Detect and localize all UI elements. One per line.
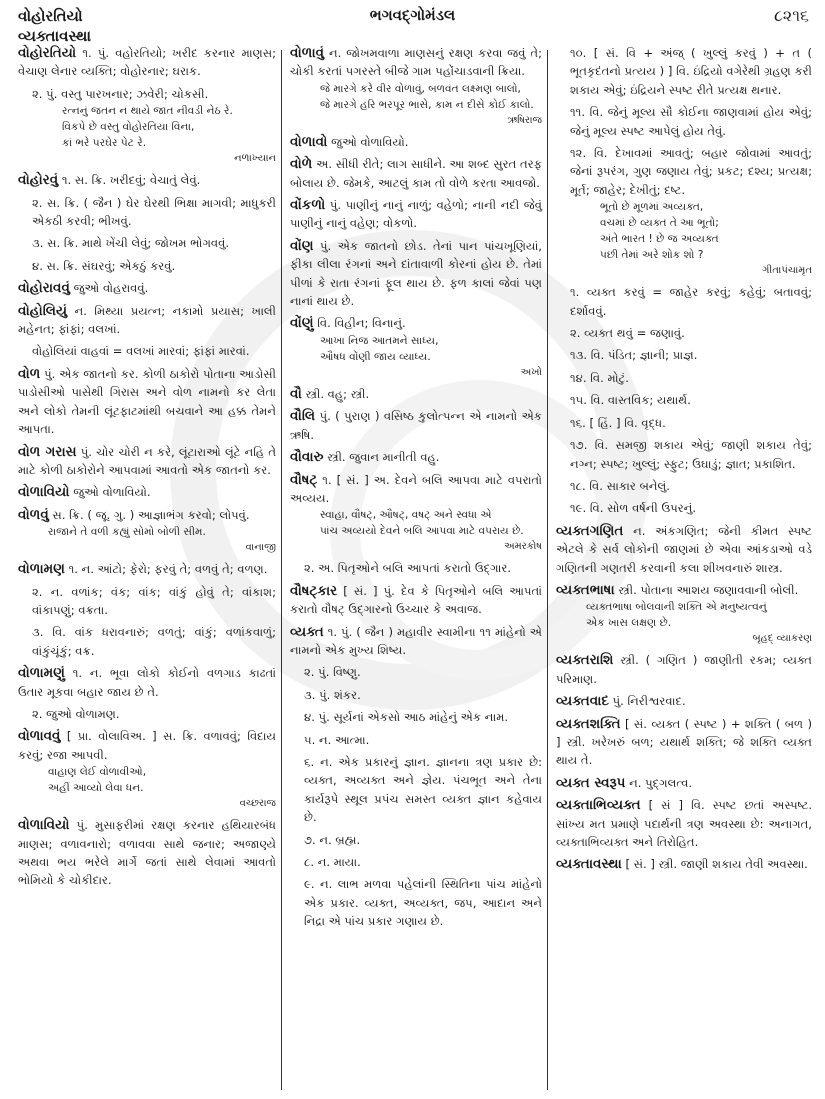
- definition-text: [ સં ] વિ. સ્પષ્ટ છતાં અસ્પષ્ટ. સાંખ્ય મત પ્રમાણે પદાર્થની ત્રણ અવસ્થા છે: અનાગત, વ્યક્તાભિવ્યક્ત અને તિરોહિત.: [556, 798, 813, 849]
- quotation-line: રત્નનું જતન ન થાયે જાત નીવડી નેઠ રે.: [62, 105, 233, 118]
- headword: વ્યક્તાભિવ્યક્ત: [556, 797, 641, 814]
- headword: વોળામણ: [18, 561, 65, 578]
- page-header: [0, 0, 825, 48]
- headword: વ્યક્તશક્તિ: [556, 715, 621, 732]
- dictionary-entry: [18, 483, 276, 501]
- dictionary-entry: [290, 623, 542, 660]
- dictionary-entry: [556, 774, 812, 792]
- sense-text: ૨. પું. વિષ્ણુ.: [304, 665, 361, 680]
- definition-text: પું. નિરીશ્વરવાદ.: [612, 694, 686, 709]
- quotation-line: કાં ભરે પરઘેર પેટ રે.: [62, 137, 147, 150]
- headword: વોળ: [18, 365, 41, 382]
- headword: વ્યક્તરાશિ: [556, 652, 614, 669]
- sense-text: ૨. અ. પિતૃઓને બલિ આપતાં કરાતો ઉદ્ગાર.: [304, 561, 512, 576]
- quotation: [290, 333, 542, 381]
- entry-sense: [18, 623, 276, 660]
- headword: વ્યક્તગણિત: [556, 522, 624, 539]
- sense-text: ૪. પું. સૂર્યનાં એકસો આઠ માંહેનું એક નામ.: [304, 710, 509, 725]
- headword: વોહોરાવવું: [18, 280, 70, 297]
- dictionary-entry: [556, 715, 812, 770]
- sense-text: ૧૫. વિ. વાસ્તવિક; યથાર્થ.: [570, 393, 691, 408]
- dictionary-entry: [18, 279, 276, 297]
- headword: વ્યક્તવાદ: [556, 693, 609, 710]
- quotation-line: અંતે ભારત ! છે જ અવ્યક્ત: [600, 233, 719, 246]
- headword: વોંણ: [290, 237, 314, 254]
- sense-text: ૮. ન. માયા.: [304, 855, 361, 869]
- definition-text: જુઓ વોહરાવવું.: [73, 281, 149, 296]
- column-divider-1: [281, 50, 282, 1090]
- quotation: [570, 199, 812, 279]
- definition-text: [ પ્રા. વોલાવિઅ. ] સ. ક્રિ. વળાવવું; વિદાય કરવું; રજા આપવી.: [18, 729, 276, 762]
- definition-text: [ સં. ] પું. દેવ કે પિતૃઓને બલિ આપતાં કરાતો વૌષટ્ ઉદ્ગારનો ઉચ્ચાર કે અવાજ.: [290, 583, 542, 617]
- definition-text: સ્ત્રી. પોતાના આશય જણાવવાની બોલી.: [618, 582, 799, 597]
- dictionary-entry: [290, 155, 542, 192]
- definition-text: પું. પાણીનું નાનું નાળું; વહેળો; નાની નદી જેવું પાણીનું નાનું વહેણ; વોકળો.: [290, 198, 542, 231]
- sense-text: ૬. ન. એક પ્રકારનું જ્ઞાન. જ્ઞાનના ત્રણ પ્રકાર છે: વ્યક્ત, અવ્યક્ત અને જ્ઞેય. પંચભૂત અને તેના કાર્યરૂપે સ્થૂલ પ્રપંચ સમસ્ત વ્યક્ત જ્ઞાન કહેવાય છે.: [304, 754, 542, 825]
- dictionary-entry: [18, 365, 276, 439]
- definition-text: સ્ત્રી. ( ગણિત ) જાણીતી રકમ; વ્યક્ત પરિમાણ.: [556, 653, 812, 686]
- dictionary-entry: [556, 581, 812, 647]
- definition-text: [ સં. વ્યક્ત ( સ્પષ્ટ ) + શક્તિ ( બળ ) ] સ્ત્રી. ખરેખરું બળ; યથાર્થ શક્તિ; જે શક્તિ વ્યક્ત થાય તે.: [556, 716, 813, 768]
- dictionary-entry: [556, 692, 812, 710]
- entry-sense: [556, 436, 812, 473]
- sense-text: ૩. સ. ક્રિ. માથે ખેંચી લેવું; જોખમ ભોગવવું.: [32, 236, 230, 251]
- entry-sense: [556, 144, 812, 279]
- dictionary-entry: [290, 133, 542, 151]
- dictionary-entry: [18, 302, 276, 339]
- definition-text: સ. ક્રિ. ( જૂ. ગુ. ) આજ્ઞાભંગ કરવો; લોપવું.: [52, 507, 250, 522]
- last-guide-word: વ્યક્તાવસ્થા: [18, 27, 92, 45]
- headword: વોળ ગરાસ: [18, 443, 77, 460]
- headword: વોહોરવું: [18, 172, 59, 189]
- sense-text: ૧. વ્યક્ત કરવું = જાહેર કરવું; કહેવું; બતાવવું; દર્શાવવું.: [570, 285, 812, 318]
- headword: વોળવું: [18, 506, 49, 523]
- definition-text: ન. મિથ્યા પ્રયત્ન; નકામો પ્રયાસ; ખાલી મહેનત; ફાંફાં; વલખાં.: [18, 303, 276, 337]
- dictionary-entry: [18, 727, 276, 812]
- dictionary-entry: [290, 44, 542, 129]
- dictionary-entry: [290, 407, 542, 444]
- sense-text: ૧૦. [ સં. વિ + અંજ્ ( ખુલ્લું કરવું ) + ત ( ભૂતકૃદંતનો પ્રત્યય ) ] વિ. ઇંદ્રિયો વગેરેથી ગ્રહણ કરી શકાય એવું; ઇંદ્રિયને સ્પષ્ટ રીતે પ્રત્યક્ષ થનાર.: [570, 46, 812, 97]
- quotation-source: ગીતાપંચામૃત: [762, 265, 812, 277]
- headword: વોળાવિયો: [18, 484, 70, 501]
- entry-sense: [290, 875, 542, 930]
- sense-text: ૧૧. વિ. જેનું મૂલ્ય સૌ કોઈના જાણવામાં હોય એવું; જેનું મૂલ્ય સ્પષ્ટ આપેલું હોય તેવું.: [570, 105, 812, 138]
- dictionary-entry: [556, 522, 812, 577]
- headword: વૌષટ્: [290, 471, 318, 488]
- dictionary-entry: [290, 314, 542, 380]
- sense-text: ૧૩. વિ. પંડિત; જ્ઞાની; પ્રાજ્ઞ.: [570, 348, 698, 363]
- sense-text: ૨. પું. વસ્તુ પારખનાર; ઝવેરી; ચોકસી.: [32, 86, 209, 101]
- page-number: ૮૨૧૬: [774, 6, 809, 25]
- headword: વૌલિ: [290, 408, 316, 425]
- quotation-source: અખો: [520, 366, 542, 378]
- sense-text: ૨. જુઓ વોળામણ.: [32, 706, 120, 721]
- definition-text: ન. અંકગણિત; જેની કીમત સ્પષ્ટ એટલે કે સર્વ લોકોની જાણમાં છે એવા આંકડાઓ વડે ગણિતની ગણતરી કરવાની કલા શીખવનારું શાસ્ત્ર.: [556, 523, 812, 575]
- quotation: [18, 764, 276, 812]
- entry-sense: [18, 85, 276, 167]
- dictionary-entry: [290, 385, 542, 403]
- headword: વોળાવિયો: [18, 817, 70, 834]
- definition-text: જુઓ વોળાવિયો.: [331, 134, 409, 149]
- quotation-line: વ્યક્તભાષા બોલવાની શક્તિ એ મનુષ્યત્વનું: [586, 601, 767, 614]
- quotation-line: રાજાને તે વળી કહ્યું સોમો બોળી સીમ.: [48, 526, 206, 539]
- entry-sense: [556, 391, 812, 409]
- sense-text: વોહોલિયાં વાહવાં = વલખાં મારવાં; ફાંફાં મારવાં.: [32, 344, 250, 359]
- entry-sense: [290, 853, 542, 871]
- entry-sense: [556, 324, 812, 342]
- definition-text: [ સં. ] સ્ત્રી. જાણી શકાય તેવી અવસ્થા.: [625, 857, 808, 872]
- quotation: [290, 81, 542, 129]
- definition-text: સ્ત્રી. જુવાન માનીતી વહુ.: [327, 450, 440, 465]
- definition-text: સ્ત્રી. વહુ; સ્ત્રી.: [305, 386, 370, 401]
- quotation-source: ઋષિરાજ: [507, 114, 542, 126]
- dictionary-entry: [18, 560, 276, 578]
- quotation: [18, 524, 276, 556]
- sense-text: ૩. વિ. વાંક ધરાવનારું; વળતું; વાંકું; વળાંકવાળું; વાંકુંચૂંકું; વક્ર.: [32, 625, 276, 658]
- entry-sense: [556, 283, 812, 320]
- quotation-line: વાહાણ લેઈ વોળાવીઓ,: [48, 766, 147, 779]
- dictionary-entry: [556, 855, 812, 873]
- entry-sense: [18, 194, 276, 231]
- headword: વોહોલિયું: [18, 302, 68, 319]
- entry-sense: [290, 708, 542, 726]
- first-guide-word: વોહોરતિયો: [18, 7, 83, 25]
- entry-sense: [556, 44, 812, 99]
- sense-text: ૧૨. વિ. દેખાવમાં આવતું; બહાર જોવામાં આવતું; જેનાં રૂપરંગ, ગુણ જણાય તેવું; પ્રકટ; દશ્ય; પ્રત્યક્ષ; મૂર્ત; જાહેર; દેખીતું; દષ્ટ.: [570, 146, 812, 197]
- sense-text: ૩. પું. શંકર.: [304, 687, 361, 702]
- column-2: [290, 44, 542, 935]
- dictionary-entry: [290, 582, 542, 619]
- quotation-line: જે મારગે હરિ ભરપૂર ભાસે, કામ ન દીસે કોઈ કાલો.: [320, 98, 534, 111]
- entry-sense: [556, 477, 812, 495]
- entry-sense: [290, 731, 542, 749]
- column-1: [18, 44, 276, 894]
- column-divider-2: [547, 50, 548, 1090]
- headword: વૌવારુ: [290, 449, 324, 466]
- quotation-line: વિકપે છે વસ્તુ વોહોરતિયા વિના,: [62, 121, 195, 134]
- sense-text: ૨. વ્યક્ત થવું = જણાવું.: [570, 326, 685, 341]
- dictionary-entry: [556, 651, 812, 688]
- headword: વોળાવો: [290, 133, 328, 150]
- definition-text: વિ. વિહીન; વિનાનું.: [317, 316, 406, 331]
- definition-text: પું. એક જાતનો છોડ. તેનાં પાન પાંચખૂણિયાં, ફીકા લીલા રંગનાં અને દાંતાવાળી કોરનાં હોય છે. તેમાં પીળાં કે રાતા રંગનાં ફૂલ થાય છે. ફળ કાલાં જેવાં પણ નાનાં થાય છે.: [290, 238, 542, 309]
- definition-text: ૧. પું. વહોરતિયો; ખરીદ કરનાર માણસ; વેચાણ લેનાર વ્યક્તિ; વોહોરનાર; ઘરાક.: [18, 46, 277, 79]
- definition-text: ન. પુદ્ગલત્વ.: [629, 775, 693, 790]
- dictionary-entry: [18, 443, 276, 480]
- definition-text: પું. ( પુરાણ ) વસિષ્ઠ કુલોત્પન્ન એ નામનો એક ઋષિ.: [290, 409, 542, 442]
- quotation-source: બૃહદ્ વ્યાકરણ: [752, 633, 812, 645]
- entry-sense: [290, 663, 542, 681]
- quotation: [32, 103, 276, 167]
- column-3: [556, 44, 812, 878]
- definition-text: ૧. પું. ( જૈન ) મહાવીર સ્વામીના ૧૧ માંહેનો એ નામનો એક મુખ્ય શિષ્ય.: [290, 624, 542, 657]
- dictionary-entry: [18, 664, 276, 701]
- definition-text: પું. ચોર ચોરી ન કરે, લૂંટારાઓ લૂંટે નહિ તે માટે કોળી ઠાકોરોને આપવામાં આવતો એક જાતનો કર.: [18, 444, 277, 477]
- entry-sense: [18, 234, 276, 252]
- entry-sense: [556, 499, 812, 517]
- quotation-line: એક ખાસ લક્ષણ છે.: [586, 617, 672, 630]
- definition-text: ન. જોખમવાળા માણસનું રક્ષણ કરવા જવું તે; ચોકી કરતાં પગરસ્તે બીજે ગામ પહોંચાડવાની ક્રિયા.: [290, 46, 542, 79]
- definition-text: પું. મુસાફરીમાં રક્ષણ કરનાર હથિયારબંધ માણસ; વળાવનારો; વળાવવા સાથે જનાર; અજાણ્યે અથવા ભય ભરેલે માર્ગે જતાં સાથે લેવામાં આવતો ભોમિયો કે ચોકીદાર.: [18, 818, 276, 888]
- headword: વોંકળો: [290, 197, 326, 214]
- headword: વ્યક્તાવસ્થા: [556, 856, 622, 873]
- sense-text: ૧૪. વિ. મોટું.: [570, 370, 629, 385]
- sense-text: ૫. ન. આત્મા.: [304, 732, 370, 747]
- quotation-line: સ્વાહા, વૌષટ્, ઔષટ્, વષટ્ અને સ્વધા એ: [320, 509, 492, 522]
- entry-sense: [18, 583, 276, 620]
- headword: વોંણું: [290, 315, 314, 332]
- sense-text: ૪. સ. ક્રિ. સંઘરવું; એકઠું કરવું.: [32, 258, 176, 273]
- headword: વૌ: [290, 385, 302, 402]
- entry-sense: [290, 559, 542, 577]
- quotation-line: આખા નિજ આતમને સાધ્ય,: [320, 334, 439, 347]
- definition-text: પું. એક જાતનો કર. કોળી ઠાકોરો પોતાના આડોસી પાડોસીઓ પાસેથી ગિરાસ અને વોળ નામનો કર લેતા અને લોકો તેમની લૂંટફાટમાંથી બચવાને આ હક્ક તેમને આપતા.: [18, 366, 276, 437]
- entry-sense: [290, 686, 542, 704]
- quotation-line: પાંચ અવ્યયો દેવને બલિ આપવા માટે વપરાય છે.: [320, 525, 524, 538]
- sense-text: ૧૯. વિ. સોળ વર્ષની ઉપરનું.: [570, 501, 697, 516]
- definition-text: અ. સીધી રીતે; લાગ સાધીને. આ શબ્દ સુરત તરફ બોલાય છે. જેમકે, આટલું કામ તો વોળે કરતા આવજો.: [290, 157, 543, 190]
- headword: વોળાવવું: [18, 728, 61, 745]
- quotation-line: ઔષધ વોંણી જાય વ્યાધ્ય.: [320, 350, 431, 363]
- dictionary-entry: [18, 171, 276, 189]
- dictionary-entry: [290, 196, 542, 233]
- entry-sense: [18, 705, 276, 723]
- sense-text: ૧૮. વિ. સાકાર બનેલું.: [570, 478, 670, 493]
- entry-sense: [556, 346, 812, 364]
- dictionary-entry: [18, 44, 276, 81]
- entry-sense: [556, 103, 812, 140]
- definition-text: ૧. [ સં. ] અ. દેવને બલિ આપવા માટે વપરાતો અવ્યય.: [290, 472, 542, 505]
- sense-text: ૭. ન. બ્રહ્મ.: [304, 832, 361, 847]
- headword: વોળામણું: [18, 665, 65, 682]
- quotation-line: વચમાં છે વ્યક્ત તે આ ભૂતો;: [600, 217, 719, 230]
- headword: વૌષટ્કાર: [290, 582, 338, 599]
- headword: વોળાવું: [290, 45, 325, 61]
- quotation-line: અહીં આવ્યો લેવા ધન.: [48, 782, 144, 795]
- quotation-source: વાનાજી: [245, 542, 276, 554]
- sense-text: ૧૬. [ હિં. ] વિ. વૃદ્ધ.: [570, 415, 666, 430]
- definition-text: ૧. ન. ભૂવા લોકો કોઈનો વળગાડ કાઢતાં ઉતાર મૂકવા બહાર જાય છે તે.: [18, 666, 276, 699]
- dictionary-entry: [556, 796, 812, 851]
- entry-sense: [290, 753, 542, 827]
- entry-sense: [290, 831, 542, 849]
- dictionary-entry: [18, 506, 276, 556]
- dictionary-entry: [18, 816, 276, 890]
- dictionary-entry: [290, 237, 542, 311]
- quotation: [556, 599, 812, 647]
- sense-text: ૨. ન. વળાંક; વંક; વાંક; વાંકું હોવું તે; વાંકાશ; વાંકાપણું; વક્રતા.: [32, 584, 276, 617]
- definition-text: જુઓ વોળાવિયો.: [73, 485, 151, 500]
- quotation-line: જે મારગે કરે વીર વોળાવું, બળવંત લક્ષ્મણ બાલો,: [320, 82, 521, 95]
- headword: વ્યક્તભાષા: [556, 581, 615, 598]
- sense-text: ૯. ન. લાભ મળવા પહેલાંની સ્થિતિના પાંચ માંહેનો એક પ્રકાર. વ્યક્ત, અવ્યક્ત, જપ, આદાન અને નિદ્રા એ પાંચ પ્રકાર ગણાય છે.: [304, 877, 542, 929]
- quotation: [290, 507, 542, 555]
- definition-text: ૧. સ. ક્રિ. ખરીદવું; વેચાતું લેવું.: [61, 173, 201, 188]
- entry-sense: [18, 342, 276, 360]
- headword: વોળે: [290, 156, 313, 173]
- sense-text: ૧૭. વિ. સમજી શકાય એવું; જાણી શકાય તેવું; નગ્ન; સ્પષ્ટ; ખુલ્લું; સ્ફુટ; ઉઘાડું; જ્ઞાત; પ્રકાશિત.: [570, 438, 812, 471]
- quotation-source: નળાખ્યાન: [234, 153, 276, 165]
- sense-text: ૨. સ. ક્રિ. ( જૈન ) ઘેર ઘેરથી ભિક્ષા માગવી; માધુકરી એકઠી કરવી; ભીખવું.: [32, 195, 276, 229]
- quotation-source: અમરકોષ: [504, 541, 542, 553]
- dictionary-entry: [290, 471, 542, 556]
- entry-sense: [18, 257, 276, 275]
- dictionary-title: ભગવદ્ગોમંડલ: [369, 6, 456, 24]
- definition-text: ૧. ન. આંટો; ફેરો; ફરવું તે; વળવું તે; વળણ.: [68, 562, 268, 577]
- headword: વોહોરતિયો: [18, 45, 77, 61]
- headword: વ્યક્ત: [290, 623, 324, 640]
- entry-sense: [556, 369, 812, 387]
- dictionary-entry: [290, 448, 542, 466]
- headword: વ્યક્ત સ્વરૂપ: [556, 774, 626, 791]
- quotation-line: પછી તેમાં અરે શોક શો ?: [600, 249, 704, 262]
- quotation-source: વચ્છરાજ: [239, 798, 276, 810]
- entry-sense: [556, 414, 812, 432]
- quotation-line: ભૂતો છે મૂળમાં અવ્યક્ત,: [600, 201, 704, 214]
